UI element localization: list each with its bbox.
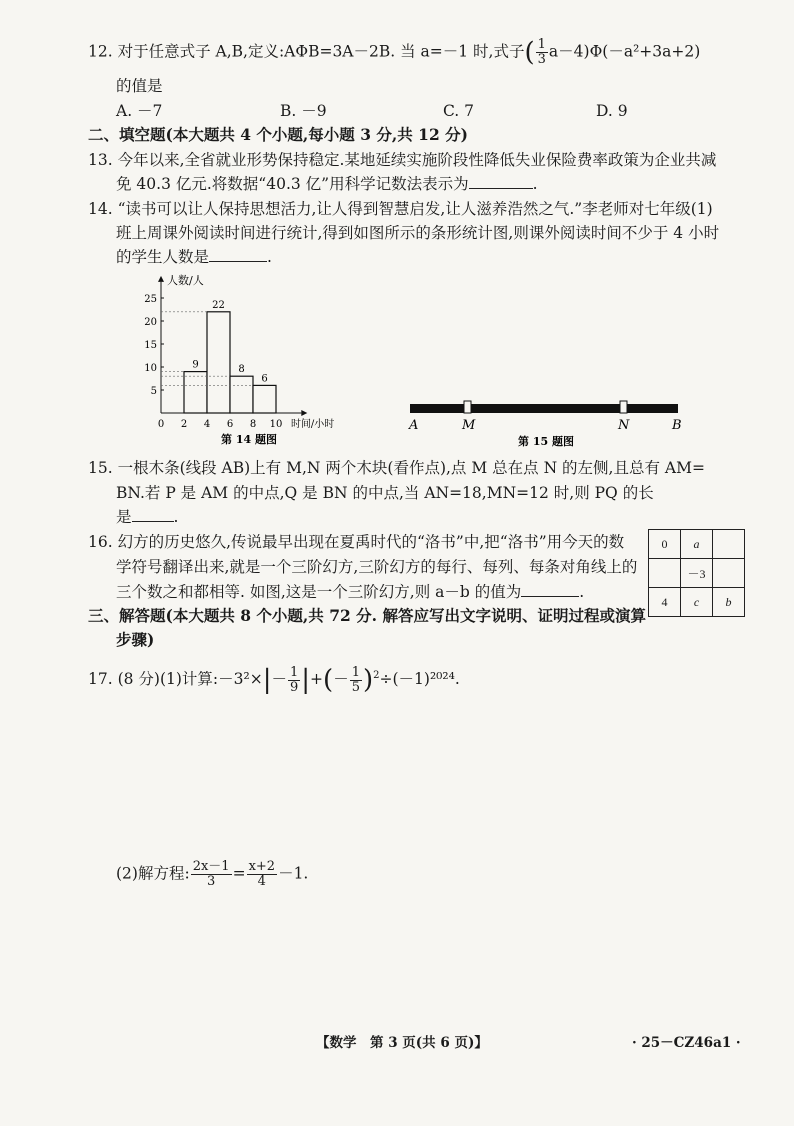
chart-caption: 第 14 题图 bbox=[221, 433, 277, 446]
x-tick-label: 8 bbox=[249, 419, 257, 430]
x-tick-label: 10 bbox=[269, 419, 283, 430]
footer-code: · 25－CZ46a1 · bbox=[632, 1035, 741, 1051]
block-n bbox=[620, 401, 627, 413]
q14-line2: 班上周课外阅读时间进行统计,得到如图所示的条形统计图,则课外阅读时间不少于 4 小时 bbox=[116, 224, 720, 242]
magic-cell bbox=[649, 559, 681, 588]
label-b: B bbox=[672, 418, 682, 433]
x-tick-label: 6 bbox=[226, 419, 234, 430]
wooden-bar-ab bbox=[410, 404, 678, 413]
reading-time-bar-chart bbox=[125, 268, 365, 453]
histogram-bar bbox=[230, 376, 253, 413]
segment-figure-15 bbox=[400, 395, 700, 455]
magic-cell: b bbox=[713, 588, 745, 617]
magic-cell: a bbox=[681, 530, 713, 559]
histogram-bar bbox=[207, 312, 230, 413]
q14-line1: 14. “读书可以让人保持思想活力,让人得到智慧启发,让人滋养浩然之气.”李老师对七年级(1) bbox=[88, 200, 713, 218]
q17-part2: (2)解方程: $\frac{2x-1}{3}$ = $\frac{x+2}{4}$ －1. bbox=[116, 859, 309, 889]
magic-cell: －3 bbox=[681, 559, 713, 588]
magic-cell bbox=[713, 559, 745, 588]
x-axis-arrow bbox=[301, 410, 307, 416]
y-tick-label: 15 bbox=[144, 340, 157, 351]
histogram-bar bbox=[184, 372, 207, 413]
y-axis-label: 人数/人 bbox=[167, 273, 204, 287]
q15-line2: BN.若 P 是 AM 的中点,Q 是 BN 的中点,当 AN=18,MN=12 时,则 PQ 的长 bbox=[116, 484, 654, 502]
q12-option-c: C. 7 bbox=[443, 102, 475, 120]
label-n: N bbox=[618, 418, 630, 433]
magic-cell bbox=[713, 530, 745, 559]
x-tick-label: 0 bbox=[157, 419, 165, 430]
bar-data-label: 22 bbox=[212, 299, 225, 311]
q12-option-b: B. －9 bbox=[280, 102, 327, 120]
q14-line3: 的学生人数是 . bbox=[116, 248, 272, 266]
x-tick-label: 2 bbox=[180, 419, 188, 430]
q16-line2: 学符号翻译出来,就是一个三阶幻方,三阶幻方的每行、每列、每条对角线上的 bbox=[116, 558, 638, 576]
bar-data-label: 8 bbox=[238, 364, 245, 376]
q17-part1: 17. (8 分)(1)计算:－3²×|－ $\frac{1}{9}$ |+(－ $\frac{1}{5}$ )$^2$÷(－1)²⁰²⁴. bbox=[88, 664, 460, 696]
histogram-bar bbox=[253, 385, 276, 413]
q12-option-d: D. 9 bbox=[596, 102, 628, 120]
q12-line2: 的值是 bbox=[116, 77, 163, 95]
x-tick-label: 4 bbox=[203, 419, 211, 430]
block-m bbox=[464, 401, 471, 413]
q16-line1: 16. 幻方的历史悠久,传说最早出现在夏禹时代的“洛书”中,把“洛书”用今天的数 bbox=[88, 533, 625, 551]
magic-cell: 0 bbox=[649, 530, 681, 559]
label-a: A bbox=[409, 418, 419, 433]
bar-data-label: 6 bbox=[261, 373, 268, 385]
y-tick-label: 10 bbox=[144, 363, 157, 374]
x-axis-label: 时间/小时 bbox=[290, 419, 335, 430]
q15-line1: 15. 一根木条(线段 AB)上有 M,N 两个木块(看作点),点 M 总在点 N 的左侧,且总有 AM= bbox=[88, 459, 705, 477]
q16-line3: 三个数之和都相等. 如图,这是一个三阶幻方,则 a－b 的值为 . bbox=[116, 583, 585, 601]
bar-data-label: 9 bbox=[192, 359, 199, 371]
y-tick-label: 5 bbox=[150, 386, 157, 397]
y-tick-label: 20 bbox=[144, 317, 157, 328]
section2-heading: 二、填空题(本大题共 4 个小题,每小题 3 分,共 12 分) bbox=[88, 125, 468, 144]
q12-option-a: A. －7 bbox=[116, 102, 163, 120]
section3-heading-line1: 三、解答题(本大题共 8 个小题,共 72 分. 解答应写出文字说明、证明过程或演算 bbox=[88, 606, 646, 625]
footer-page-number: 【数学 第 3 页(共 6 页)】 bbox=[316, 1035, 488, 1051]
magic-square-grid bbox=[648, 529, 745, 617]
y-axis-arrow bbox=[158, 276, 164, 282]
q15-line3: 是 . bbox=[116, 508, 179, 526]
section3-heading-line2: 步骤) bbox=[116, 630, 155, 649]
q13-line1: 13. 今年以来,全省就业形势保持稳定.某地延续实施阶段性降低失业保险费率政策为企业共减 bbox=[88, 151, 717, 169]
y-tick-label: 25 bbox=[144, 294, 157, 305]
magic-cell: 4 bbox=[649, 588, 681, 617]
magic-cell: c bbox=[681, 588, 713, 617]
fig15-caption: 第 15 题图 bbox=[518, 435, 574, 448]
q13-line2: 免 40.3 亿元.将数据“40.3 亿”用科学记数法表示为 . bbox=[116, 175, 538, 193]
label-m: M bbox=[462, 418, 476, 433]
q12-line1: 12. 对于任意式子 A,B,定义:AΦB=3A－2B. 当 a=－1 时,式子( $\frac{1}{3}$ a－4)Φ(－a²+3a+2) bbox=[88, 37, 701, 68]
